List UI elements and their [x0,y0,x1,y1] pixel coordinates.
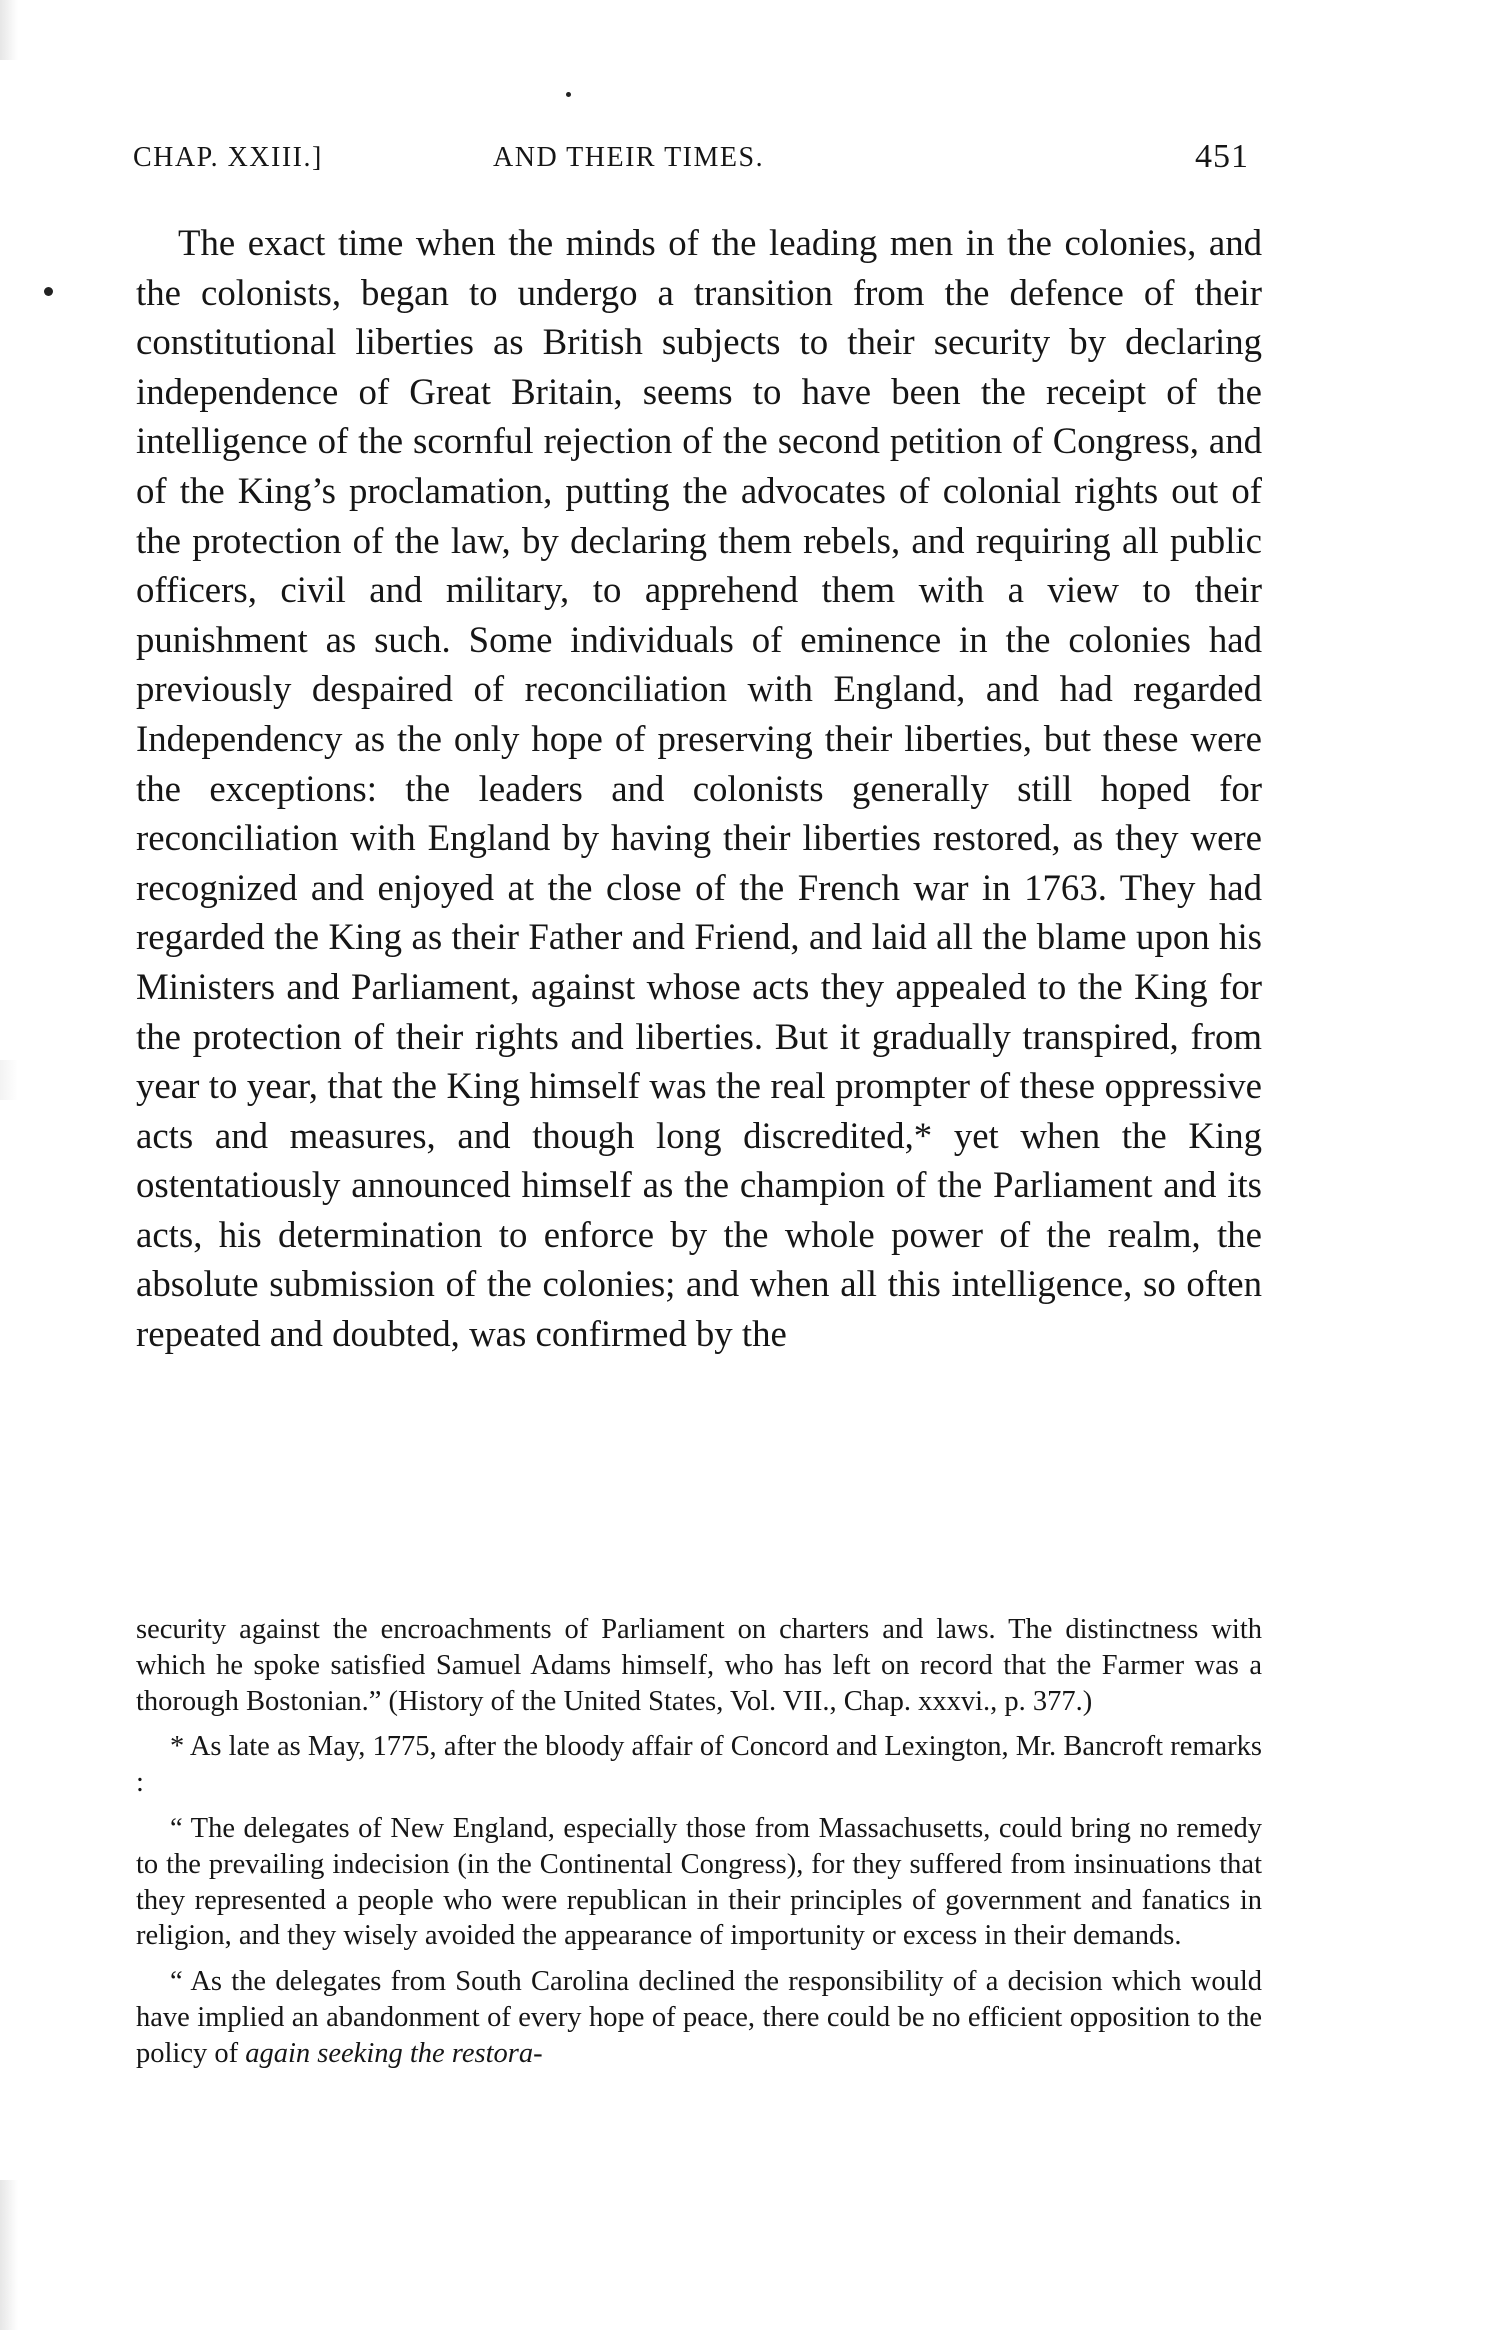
margin-bullet-mark [44,287,53,296]
footnote-quote-south-carolina [136,1964,1262,2071]
body-paragraph: The exact time when the minds of the leading men in the colonies, and the colonists, began to undergo a transition from the defence of their constitutional liberties as British subjects to their security by declaring independence of Great Britain, seems to have been the receipt of the intelligence of the scornful rejection of the second petition of Congress, and of the King’s proclamation, putting the advocates of colonial rights out of the protection of the law, by declaring them rebels, and requiring all public officers, civil and military, to apprehend them with a view to their punishment as such. Some individuals of eminence in the colonies had previously despaired of reconciliation with England, and had regarded Independency as the only hope of preserving their liberties, but these were the exceptions: the leaders and colonists generally still hoped for reconciliation with England by having their liberties restored, as they were recognized and enjoyed at the close of the French war in 1763. They had regarded the King as their Father and Friend, and laid all the blame upon his Ministers and Parliament, against whose acts they appealed to the King for the protection of their rights and liberties. But it gradually transpired, from year to year, that the King himself was the real prompter of these oppressive acts and measures, and though long discredited,* yet when the King ostentatiously announced himself as the champion of the Parliament and its acts, his determination to enforce by the whole power of the realm, the absolute submission of the colonies; and when all this intelligence, so often repeated and doubted, was confirmed by the [136,222,1262,1355]
footnotes [136,1612,1262,2082]
running-title: AND THEIR TIMES. [493,142,765,173]
chapter-label: CHAP. XXIII.] [133,142,323,173]
body-text [136,218,1262,1359]
footnote-star: * As late as May, 1775, after the bloody affair of Concord and Lexington, Mr. Bancroft remarks : [136,1731,1262,1799]
footnote-quote-new-england: “ The delegates of New England, especially those from Massachusetts, could bring no remedy to the prevailing indecision (in the Continental Congress), for they suffered from insinuations that they represented a people who were republican in their principles of government and fanatics in religion, and they wisely avoided the appearance of importunity or excess in their demands. [136,1812,1262,1952]
footnote-quote-italic: again seeking the restora- [245,2037,543,2069]
ink-speck [566,92,571,97]
footnote-continuation: security against the encroachments of Parliament on charters and laws. The distinctness with which he spoke satisfied Samuel Adams himself, who has left on record that the Farmer was a thorough Bostonian.” (History of the United States, Vol. VII., Chap. xxxvi., p. 377.) [136,1614,1262,1717]
page-edge-shadow-bottom [0,2180,18,2330]
page-edge-shadow-top [0,0,18,60]
footnote-quote-text: “ As the delegates from South Carolina declined the responsibility of a decision which would have implied an abandonment of every hope of peace, there could be no efficient opposition to the policy of [136,1966,1262,2069]
page-number: 451 [1195,138,1249,175]
page-edge-shadow-middle [0,1060,18,1100]
running-header [133,138,1253,190]
